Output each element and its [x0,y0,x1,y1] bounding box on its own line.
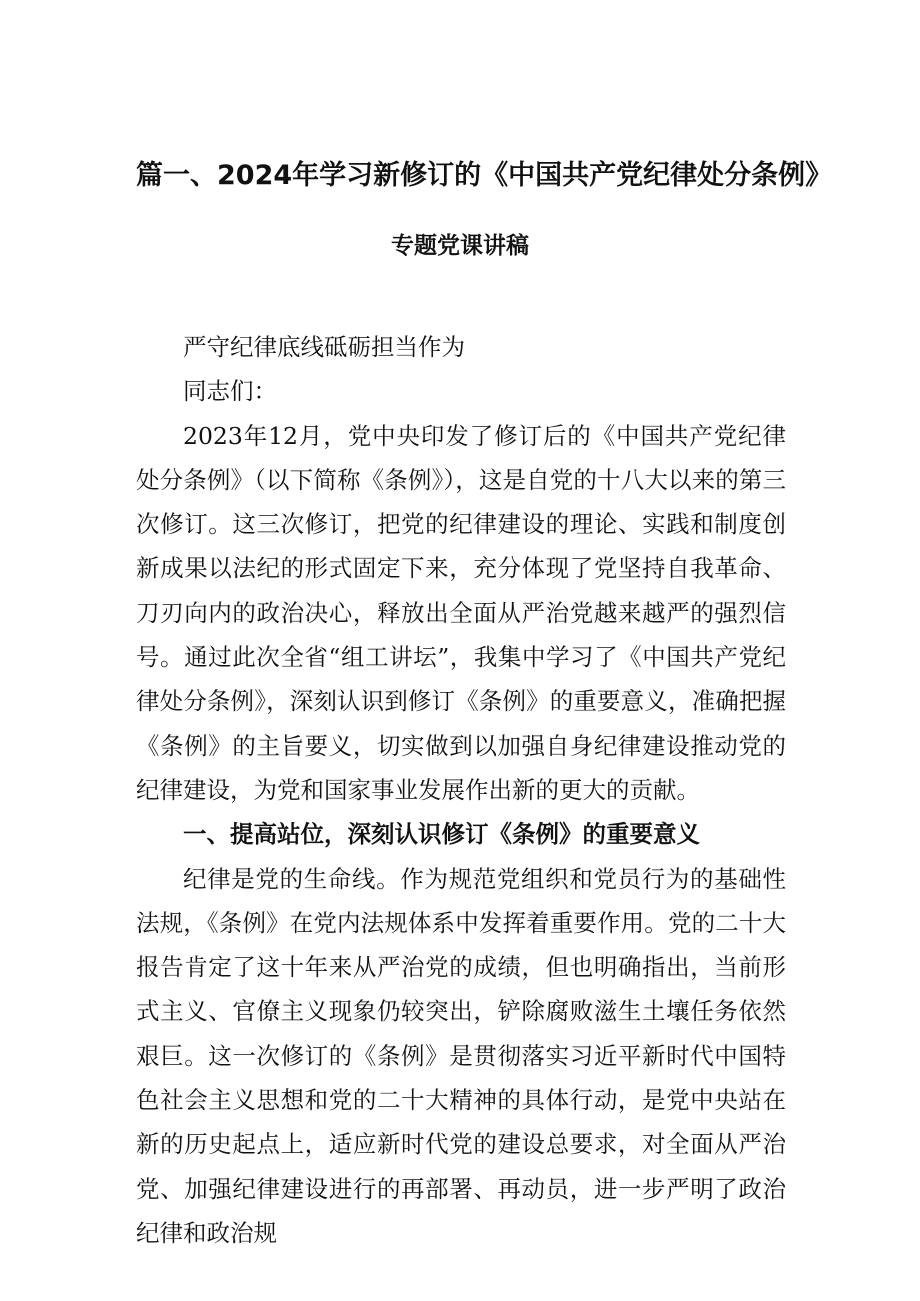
paragraph-intro: 2023年12月，党中央印发了修订后的《中国共产党纪律处分条例》（以下简称《条例》），这是自党的十八大以来的第三次修订。这三次修订，把党的纪律建设的理论、实践和制度创新成果以法纪的形式固定下来，充分体现了党坚持自我革命、刀刃向内的政治决心，释放出全面从严治党越来越严的强烈信号。通过此次全省“组工讲坛”，我集中学习了《中国共产党纪律处分条例》，深刻认识到修订《条例》的重要意义，准确把握《条例》的主旨要义，切实做到以加强自身纪律建设推动党的纪律建设，为党和国家事业发展作出新的更大的贡献。 [136,421,786,804]
document-title-line1: 篇一、2024年学习新修订的《中国共产党纪律处分条例》 [136,160,833,191]
document-subtitle: 严守纪律底线砥砺担当作为 [183,333,465,361]
paragraph-section-1: 纪律是党的生命线。作为规范党组织和党员行为的基础性法规，《条例》在党内法规体系中发挥着重要作用。党的二十大报告肯定了这十年来从严治党的成绩，但也明确指出，当前形式主义、官僚主义现象仍较突出，铲除腐败滋生土壤任务依然艰巨。这一次修订的《条例》是贯彻落实习近平新时代中国特色社会主义思想和党的二十大精神的具体行动，是党中央站在新的历史起点上，适应新时代党的建设总要求，对全面从严治党、加强纪律建设进行的再部署、再动员，进一步严明了政治纪律和政治规 [136,864,786,1247]
document-body [136,325,786,1255]
section-heading-1: 一、提高站位，深刻认识修订《条例》的重要意义 [183,820,700,849]
document-title-line2: 专题党课讲稿 [391,233,529,259]
salutation: 同志们： [183,377,277,406]
